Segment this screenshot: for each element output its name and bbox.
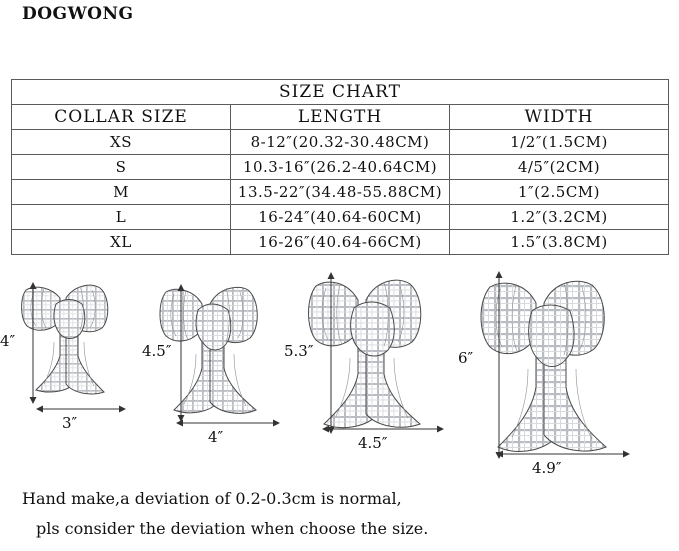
bow-figure-xs <box>0 264 154 443</box>
cell-size: L <box>12 205 231 230</box>
cell-width: 1.2″(3.2CM) <box>450 205 669 230</box>
bow-m-height-label: 5.3″ <box>284 342 314 360</box>
bow-m-height-arrow <box>324 272 338 436</box>
bow-figure-l <box>458 261 660 490</box>
size-chart-table <box>11 79 669 255</box>
footer-line-1: Hand make,a deviation of 0.2-0.3cm is normal, <box>22 489 402 508</box>
table-row <box>12 205 669 230</box>
bow-s-width-label: 4″ <box>208 428 224 446</box>
cell-length: 8-12″(20.32-30.48CM) <box>231 130 450 155</box>
table-title-row <box>12 80 669 105</box>
bow-l-width-arrow <box>496 447 630 461</box>
cell-length: 10.3-16″(26.2-40.64CM) <box>231 155 450 180</box>
cell-length: 16-26″(40.64-66CM) <box>231 230 450 255</box>
cell-width: 4/5″(2CM) <box>450 155 669 180</box>
bow-xs-height-arrow <box>26 282 40 406</box>
table-header-row <box>12 105 669 130</box>
table-row <box>12 130 669 155</box>
figures-container <box>0 262 679 502</box>
header-collar-size: COLLAR SIZE <box>12 105 231 130</box>
cell-length: 16-24″(40.64-60CM) <box>231 205 450 230</box>
header-length: LENGTH <box>231 105 450 130</box>
cell-size: XL <box>12 230 231 255</box>
bow-l-width-label: 4.9″ <box>532 459 562 477</box>
bow-xs-width-arrow <box>36 402 126 416</box>
footer-line-2: pls consider the deviation when choose the size. <box>36 519 429 538</box>
brand-logo: DOGWONG <box>22 4 134 24</box>
bow-xs-width-label: 3″ <box>62 414 78 432</box>
header-width: WIDTH <box>450 105 669 130</box>
cell-width: 1″(2.5CM) <box>450 180 669 205</box>
bow-m-width-label: 4.5″ <box>358 434 388 452</box>
bow-s-height-arrow <box>174 284 188 424</box>
bow-s-height-label: 4.5″ <box>142 342 172 360</box>
table-row <box>12 230 669 255</box>
bow-l-height-label: 6″ <box>458 349 474 367</box>
cell-size: XS <box>12 130 231 155</box>
table-row <box>12 180 669 205</box>
cell-size: S <box>12 155 231 180</box>
bow-m-width-arrow <box>322 422 444 436</box>
bow-l-height-arrow <box>492 271 506 461</box>
bow-figure-s <box>142 270 302 454</box>
cell-length: 13.5-22″(34.48-55.88CM) <box>231 180 450 205</box>
cell-width: 1/2″(1.5CM) <box>450 130 669 155</box>
bow-xs-height-label: 4″ <box>0 332 16 350</box>
size-chart-title: SIZE CHART <box>12 80 669 105</box>
table-row <box>12 155 669 180</box>
cell-width: 1.5″(3.8CM) <box>450 230 669 255</box>
bow-figure-m <box>284 262 470 461</box>
size-chart-container <box>11 79 669 255</box>
cell-size: M <box>12 180 231 205</box>
bow-s-width-arrow <box>176 416 280 430</box>
footer-note <box>22 484 662 544</box>
